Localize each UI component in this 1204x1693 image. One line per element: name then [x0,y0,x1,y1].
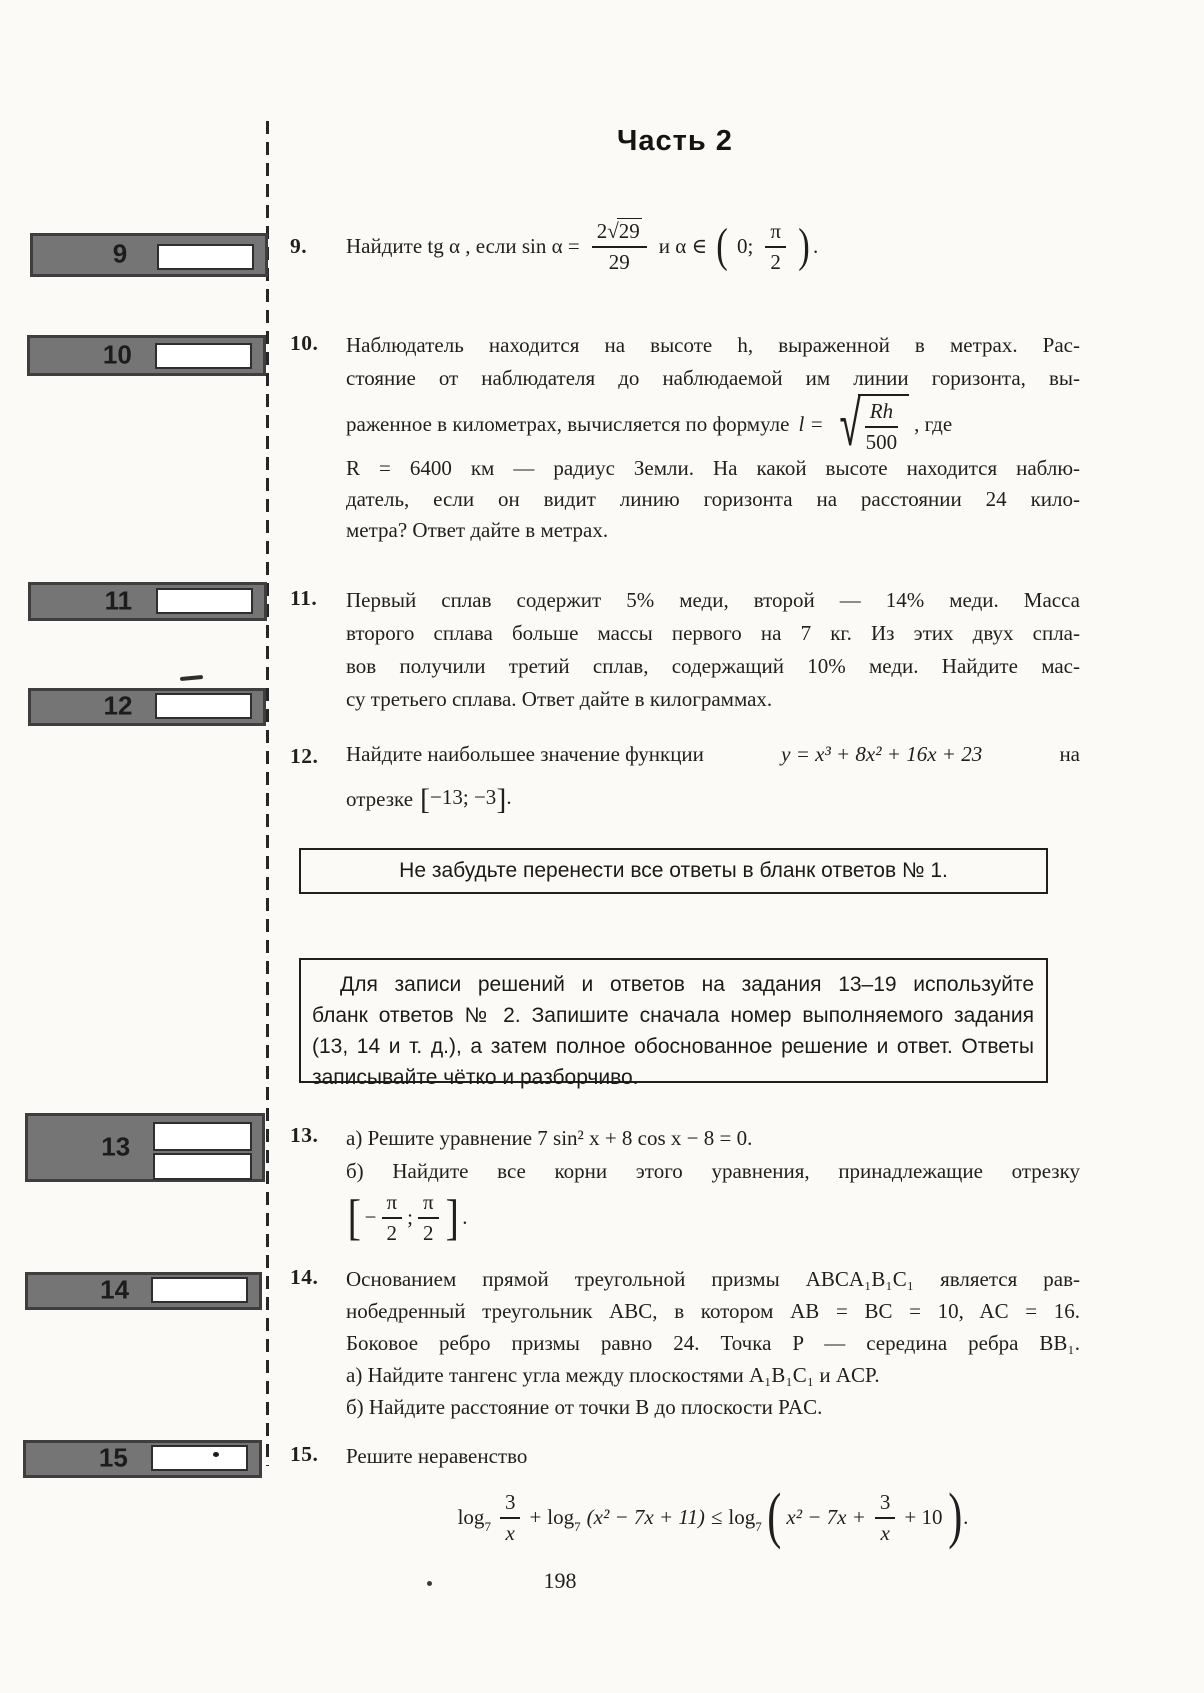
answer-field [156,588,253,614]
answer-field [153,1153,252,1180]
text-segment: 0; [737,233,754,258]
problem-number: 9. [290,234,308,258]
p11-line: второго сплава больше массы первого на 7 кг. Из этих двух спла- [346,621,1080,645]
function-formula: y = x³ + 8x² + 16x + 23 [781,742,983,766]
p15-intro: Решите неравенство [346,1444,528,1468]
fraction-numerator: 2√29 [592,219,647,247]
polynomial: + 10 [904,1504,943,1529]
answer-field [153,1122,252,1151]
fraction-denominator: 29 [608,249,630,274]
p14-line: б) Найдите расстояние от точки B до плоскости PAC. [346,1395,823,1419]
sqrt-sign: √ [607,219,619,244]
p10-line: стояние от наблюдателя до наблюдаемой им линии горизонта, вы- [346,366,1080,390]
p10-line: метра? Ответ дайте в метрах. [346,518,609,542]
p11-line: вов получили третий сплав, содержащий 10% меди. Найдите мас- [346,654,1080,678]
text-segment: Найдите tg α , если sin α = [346,233,580,258]
answer-box-14 [25,1272,262,1310]
answer-box-9 [30,233,268,277]
notice-line: Для записи решений и ответов на задания 13–19 используйте [340,973,1034,996]
plus-sign: + [529,1504,542,1529]
big-paren-open: ( [767,1482,782,1551]
p11-line: су третьего сплава. Ответ дайте в килограммах. [346,687,773,711]
p10-line: датель, если он видит линию горизонта на расстоянии 24 кило- [346,487,1080,511]
notice-text: Не забудьте перенести все ответы в бланк ответов № 1. [399,859,948,882]
answer-box-11 [28,582,267,621]
answer-box-label: 14 [100,1274,130,1305]
p10-line: R = 6400 км — радиус Земли. На какой высоте находится наблю- [346,456,1080,480]
answer-box-10 [27,335,266,376]
minus-sign: − [364,1204,377,1229]
polynomial: x² − 7x + [786,1504,866,1529]
fraction: $\frac{3}{x}$ [875,1490,896,1543]
interval: [−13; −3]. [420,782,512,816]
p14-line: нобедренный треугольник ABC, в котором AB = BC = 10, AC = 16. [346,1299,1080,1323]
notice-line: бланк ответов № 2. Запишите сначала номер выполняемого задания [312,1004,1034,1027]
problem-13 [290,1121,1085,1246]
text-segment: отрезке [346,786,414,811]
fraction: $\frac{\pi}{2}$ [765,219,786,272]
bracket-open: [ [347,1188,361,1245]
problem-text [346,742,1080,820]
semicolon: ; [407,1204,413,1229]
problem-text [346,329,1080,546]
fraction: $\frac{\pi}{2}$ [382,1190,403,1243]
p10-line: Наблюдатель находится на высоте h, выраженной в метрах. Рас- [346,333,1080,357]
scan-artifact-dot [427,1581,432,1586]
problem-text [346,210,1080,282]
text-segment: раженное в километрах, вычисляется по формуле [346,411,790,436]
answer-box-12 [28,688,266,726]
scan-artifact-dot [213,1452,219,1457]
text-segment: . [812,233,819,258]
text-segment: , где [914,411,953,436]
problem-9 [290,210,1085,282]
bracket-close: ] [496,782,507,816]
text-segment: и α ∈ [658,233,708,258]
le-sign: ≤ [710,1504,723,1529]
problem-number: 14. [290,1265,319,1289]
p11-line: Первый сплав содержит 5% меди, второй — 14% меди. Масса [346,588,1080,612]
bracket-open: [ [420,782,431,816]
big-paren-close: ) [798,219,810,273]
fraction: $\frac{\pi}{2}$ [418,1190,439,1243]
answer-box-label: 15 [98,1442,128,1473]
inequality-formula [346,1482,1080,1551]
notice-box-answers-blank1 [299,848,1048,894]
log-label: $\log_7$ [457,1504,491,1534]
big-paren-close: ) [947,1482,962,1551]
fraction: $\frac{Rh}{500}$ [865,399,898,454]
page-number: 198 [543,1568,577,1593]
p10-formula-line [346,386,1080,460]
answer-box-label: 12 [103,690,133,721]
fraction [592,219,647,272]
square-root [833,386,909,460]
log-label: $\log_7$ [728,1504,762,1534]
problem-text [346,1263,1080,1423]
problem-number: 10. [290,331,319,355]
p13-part-a: а) Решите уравнение 7 sin² x + 8 cos x − 8 = 0. [346,1126,753,1150]
answer-box-label: 13 [101,1131,131,1162]
part-title: Часть 2 [617,125,733,157]
notice-line: (13, 14 и т. д.), а затем полное обоснованное решение и ответ. Ответы [312,1035,1034,1058]
sqrt-sign: √ [839,386,861,460]
polynomial: (x² − 7x + 11) [586,1504,705,1529]
notice-line: записывайте чётко и разборчиво. [312,1066,639,1089]
p12-line [346,742,1080,778]
p13-interval [346,1188,1080,1246]
formula-lhs: l = [798,411,824,436]
answer-field [151,1445,248,1471]
notice-box-instructions [299,958,1048,1089]
problem-text [346,584,1080,716]
answer-box-label: 10 [102,339,132,370]
p13-part-b: б) Найдите все корни этого уравнения, принадлежащие отрезку [346,1159,1080,1183]
problem-15-formula [290,1482,1085,1551]
answer-field [151,1277,248,1303]
big-paren-open: ( [716,219,728,273]
fraction: $\frac{3}{x}$ [500,1490,521,1543]
problem-15 [290,1440,1085,1473]
bracket-close: ] [445,1188,459,1245]
problem-text [346,1440,1080,1473]
p14-line: а) Найдите тангенс угла между плоскостями A₁B₁C₁ и ACP. [346,1363,880,1387]
problem-number: 15. [290,1442,319,1466]
text-segment: Найдите наибольшее значение функции [346,742,704,766]
text-segment: на [1059,742,1080,766]
log-label: $\log_7$ [547,1504,581,1534]
scan-artifact-dash [180,675,203,681]
answer-field [155,693,252,719]
text-segment: . [462,1204,468,1229]
dashed-margin-divider [266,121,269,1466]
text-segment: . [963,1504,969,1529]
problem-text [346,1121,1080,1246]
answer-field [155,343,252,369]
problem-14 [290,1263,1085,1423]
answer-box-label: 9 [112,238,128,269]
problem-number: 11. [290,586,318,610]
problem-10 [290,329,1085,546]
problem-number: 13. [290,1123,319,1147]
answer-box-15 [23,1440,262,1478]
p12-line [346,778,1080,820]
answer-field [157,244,254,270]
p14-line: Основанием прямой треугольной призмы ABCA₁B₁C₁ является рав- [346,1267,1080,1291]
answer-box-label: 11 [104,585,133,616]
answer-box-13 [25,1113,265,1182]
p14-line: Боковое ребро призмы равно 24. Точка P — середина ребра BB₁. [346,1331,1080,1355]
problem-number: 12. [290,744,319,768]
problem-11 [290,584,1085,716]
problem-12 [290,742,1085,820]
